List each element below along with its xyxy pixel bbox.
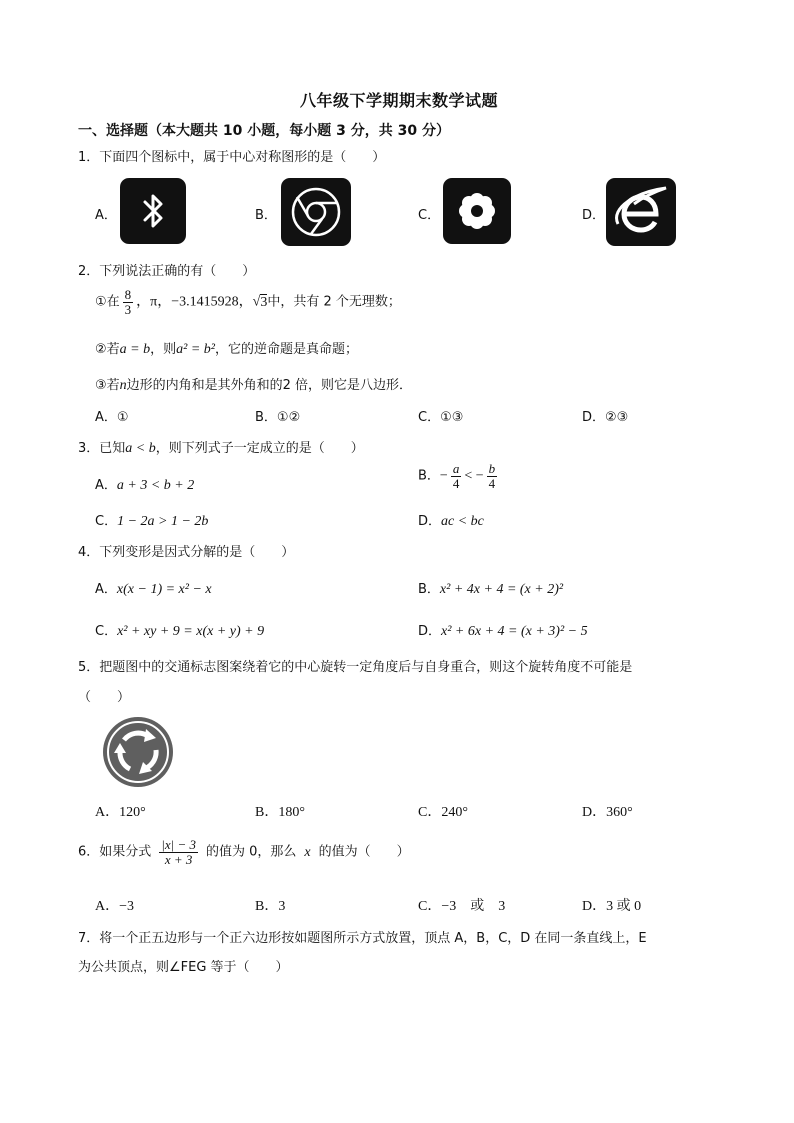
q3-option-d: [418, 510, 484, 530]
roundabout-sign-icon: [102, 716, 174, 788]
page-title: 八年级下学期期末数学试题: [300, 91, 499, 110]
q2-s3-pre: ③若: [95, 378, 120, 393]
q4-a-expr: x(x − 1) = x² − x: [116, 582, 212, 597]
q4-d-label: D．: [418, 624, 442, 639]
q3-b-frac-b: [487, 462, 498, 490]
fraction-denominator: 4: [452, 475, 460, 491]
q5-option-b: B．180°: [255, 805, 305, 820]
q2-s3-var: n: [119, 378, 127, 393]
q6-option-a: A．−3: [95, 899, 135, 914]
q2-s2-pre: ②若: [95, 342, 120, 357]
q4-option-c: [95, 620, 264, 640]
q4-c-expr: x² + xy + 9 = x(x + y) + 9: [117, 624, 265, 639]
q1-option-d-label: D．: [582, 208, 606, 223]
internet-explorer-icon: [606, 178, 676, 246]
q1-option-b-label: B．: [255, 208, 277, 223]
q6-option-c: C．−3 或 3: [418, 899, 506, 914]
q3-b-neg: −: [439, 468, 448, 484]
fraction-denominator: x + 3: [164, 851, 193, 867]
q3-stem-cond: a < b: [125, 441, 156, 456]
q3-b-frac-a: [451, 462, 462, 490]
q3-option-a: [95, 474, 194, 494]
q2-option-a: A．①: [95, 410, 129, 425]
fraction-numerator: |x| − 3: [161, 837, 196, 852]
q3-option-c: [95, 510, 208, 530]
q3-b-lt: < −: [464, 468, 484, 484]
question-4-stem: 4．下列变形是因式分解的是（ ）: [78, 545, 295, 560]
q3-d-label: D．: [418, 514, 442, 529]
q4-a-label: A．: [95, 582, 117, 597]
question-6-stem: [78, 838, 410, 866]
q5-option-a: A．120°: [95, 805, 146, 820]
q1-option-c-label: C．: [418, 208, 441, 223]
q3-d-expr: ac < bc: [441, 514, 484, 529]
sqrt-radicand: 3: [260, 294, 268, 310]
fraction-denominator: 4: [488, 475, 496, 491]
q2-option-b: B．①②: [255, 410, 301, 425]
bluetooth-icon: [120, 178, 186, 244]
flower-icon: [443, 178, 511, 244]
q6-stem-post: 的值为（ ）: [318, 844, 410, 860]
question-5-paren: （ ）: [78, 690, 131, 705]
q3-c-label: C．: [95, 514, 118, 529]
q4-option-d: [418, 620, 588, 640]
chrome-icon: [281, 178, 351, 246]
fraction-8-3: [123, 288, 134, 316]
q2-option-c: C．①③: [418, 410, 464, 425]
q2-s2-mid: ，则: [150, 342, 177, 357]
question-5-stem: 5．把题图中的交通标志图案绕着它的中心旋转一定角度后与自身重合，则这个旋转角度不可能是: [78, 660, 633, 675]
q2-s2-cond: a = b: [119, 342, 151, 357]
q2-s1-pre: ①在: [95, 294, 120, 310]
q6-stem-pre: 6．如果分式: [78, 844, 152, 860]
q2-s2-eq: a² = b²: [176, 342, 215, 357]
q1-option-a-label: A．: [95, 208, 117, 223]
question-3-stem: [78, 437, 364, 457]
q2-statement-2: [95, 338, 358, 358]
q4-b-expr: x² + 4x + 4 = (x + 2)²: [439, 582, 564, 597]
fraction-denominator: 3: [124, 301, 132, 317]
fraction-numerator: a: [452, 461, 460, 476]
q3-stem-post: ，则下列式子一定成立的是（ ）: [155, 441, 364, 456]
sqrt-sign: √: [252, 294, 261, 310]
question-1-stem: 1．下面四个图标中，属于中心对称图形的是（ ）: [78, 150, 386, 165]
fraction-numerator: b: [488, 461, 496, 476]
q3-c-expr: 1 − 2a > 1 − 2b: [117, 514, 209, 529]
question-7-line-1: 7．将一个正五边形与一个正六边形按如题图所示方式放置，顶点 A，B，C，D 在同一条直线上，E: [78, 931, 647, 946]
q4-c-label: C．: [95, 624, 118, 639]
q2-statement-3: [95, 374, 412, 394]
q4-d-expr: x² + 6x + 4 = (x + 3)² − 5: [441, 624, 588, 639]
q2-s3-post: 边形的内角和是其外角和的2 倍，则它是八边形．: [126, 378, 413, 393]
question-2-stem: 2．下列说法正确的有（ ）: [78, 264, 256, 279]
q6-option-d: D．3 或 0: [582, 899, 642, 914]
fraction-numerator: 8: [124, 287, 132, 302]
q2-s2-post: ，它的逆命题是真命题；: [214, 342, 358, 357]
q4-option-a: [95, 578, 212, 598]
q4-option-b: [418, 578, 563, 598]
section-heading: 一、选择题（本大题共 10 小题，每小题 3 分，共 30 分）: [78, 123, 450, 139]
q3-option-b: [418, 462, 500, 490]
q2-s1-post: 中，共有 2 个无理数；: [267, 294, 401, 310]
q6-stem-mid: 的值为 0，那么: [205, 844, 297, 860]
q3-a-label: A．: [95, 478, 117, 493]
q3-stem-pre: 3．已知: [78, 441, 126, 456]
q3-a-expr: a + 3 < b + 2: [116, 478, 195, 493]
q6-stem-var: x: [304, 844, 311, 860]
q5-option-d: D．360°: [582, 805, 633, 820]
q4-b-label: B．: [418, 582, 440, 597]
question-7-line-2: 为公共顶点，则∠FEG 等于（ ）: [78, 960, 289, 975]
q2-option-d: D．②③: [582, 410, 629, 425]
q6-fraction: [159, 838, 198, 866]
q2-s1-mid: ，π，−3.1415928，: [136, 294, 253, 310]
q6-option-b: B．3: [255, 899, 286, 914]
q5-option-c: C．240°: [418, 805, 468, 820]
q2-statement-1: [95, 288, 401, 316]
q3-b-label: B．: [418, 468, 440, 484]
